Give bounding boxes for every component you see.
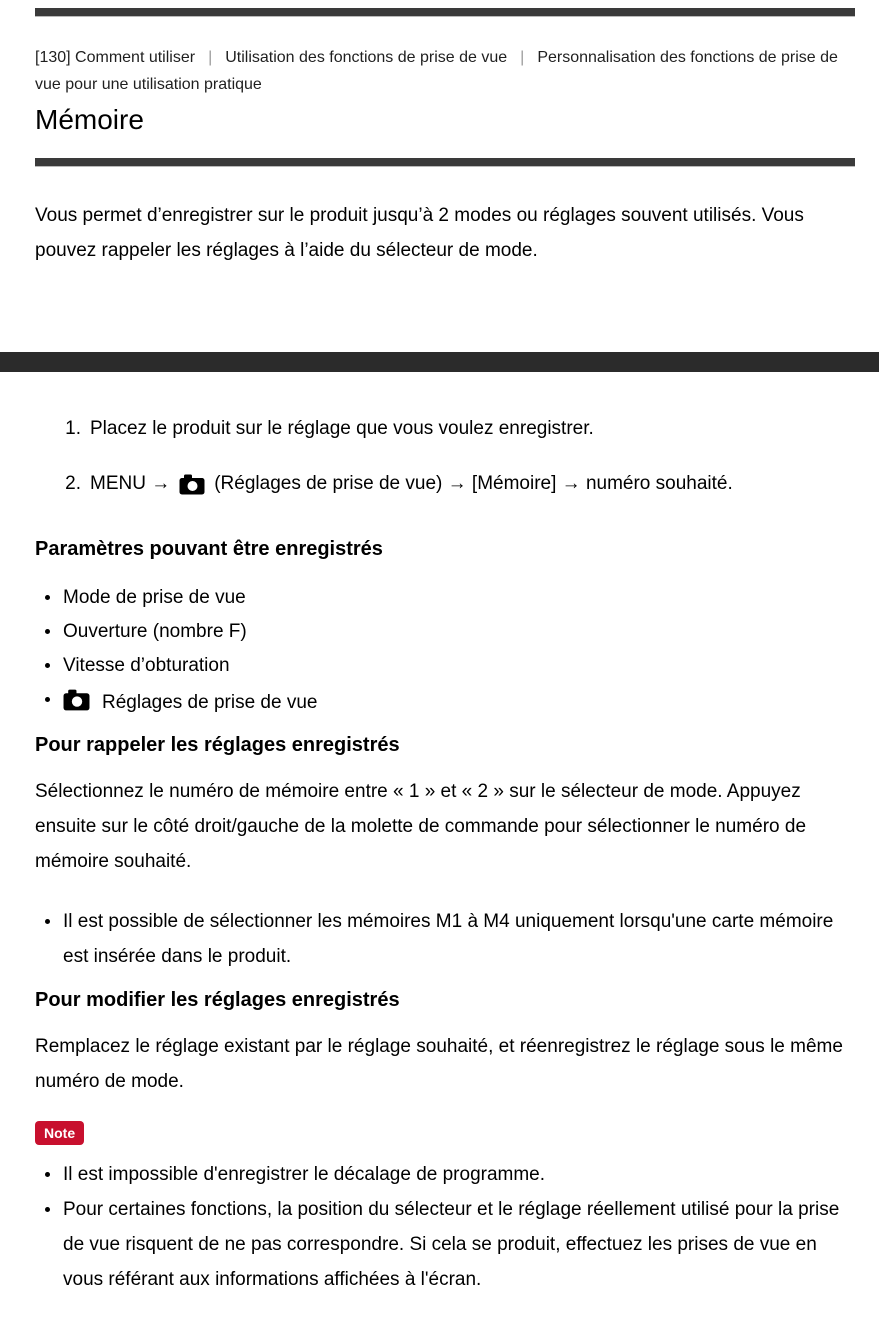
registerable-settings-list [35,581,855,723]
breadcrumb-separator: | [520,49,525,66]
page-body [0,415,879,1297]
list-item: Ouverture (nombre F) [35,615,855,649]
list-item [35,683,855,723]
list-item-label: Réglages de prise de vue [102,692,318,713]
step-2-text-suffix: (Réglages de prise de vue) → [Mémoire] → numéro souhaité. [214,473,733,494]
step-2 [35,470,855,497]
list-item: Il est impossible d'enregistrer le décalage de programme. [35,1157,855,1192]
breadcrumb-item-customization[interactable]: Personnalisation des fonctions de prise de vue pour une utilisation pratique [35,49,838,93]
heading-recall-settings: Pour rappeler les réglages enregistrés [35,734,400,756]
page-title: Mémoire [35,104,144,135]
step-2-number: 2. [65,473,81,494]
step-1-number: 1. [65,418,81,439]
step-2-text-prefix: MENU → [90,473,171,494]
page-header [0,8,879,268]
breadcrumb-separator: | [208,49,213,66]
breadcrumb-item-shooting-functions[interactable]: Utilisation des fonctions de prise de vue [225,49,508,66]
heading-registerable-settings: Paramètres pouvant être enregistrés [35,538,383,560]
intro-paragraph: Vous permet d’enregistrer sur le produit jusqu’à 2 modes ou réglages souvent utilisés. Vous pouvez rappeler les réglages à l’aide du sélecteur de mode. [35,205,804,261]
recall-paragraph: Sélectionnez le numéro de mémoire entre « 1 » et « 2 » sur le sélecteur de mode. Appuyez ensuite sur le côté droit/gauche de la molette de commande pour sélectionner le numéro de mémoire souhaité. [35,781,807,872]
breadcrumb [35,44,855,98]
list-item: Pour certaines fonctions, la position du sélecteur et le réglage réellement utilisé pour la prise de vue risquent de ne pas correspondre. Si cela se produit, effectuez les prises de vue en vous référant aux informations affichées à l'écran. [35,1192,855,1297]
step-1 [35,415,855,442]
list-item: Il est possible de sélectionner les mémoires M1 à M4 uniquement lorsqu'une carte mémoire est insérée dans le produit. [35,904,855,974]
modify-paragraph: Remplacez le réglage existant par le réglage souhaité, et réenregistrez le réglage sous le même numéro de mode. [35,1036,843,1092]
list-item: Vitesse d’obturation [35,649,855,683]
heading-modify-settings: Pour modifier les réglages enregistrés [35,989,400,1011]
title-rule [35,158,855,166]
camera-icon [179,474,205,495]
step-1-text: Placez le produit sur le réglage que vous voulez enregistrer. [90,418,594,439]
section-divider-bar [0,352,879,372]
steps-list [35,415,855,497]
note-badge: Note [35,1121,84,1145]
breadcrumb-item-how-to-use[interactable]: [130] Comment utiliser [35,49,196,66]
note-list [35,1157,855,1297]
recall-notes-list [35,904,855,974]
camera-icon [63,689,90,711]
top-rule [35,8,855,16]
list-item: Mode de prise de vue [35,581,855,615]
